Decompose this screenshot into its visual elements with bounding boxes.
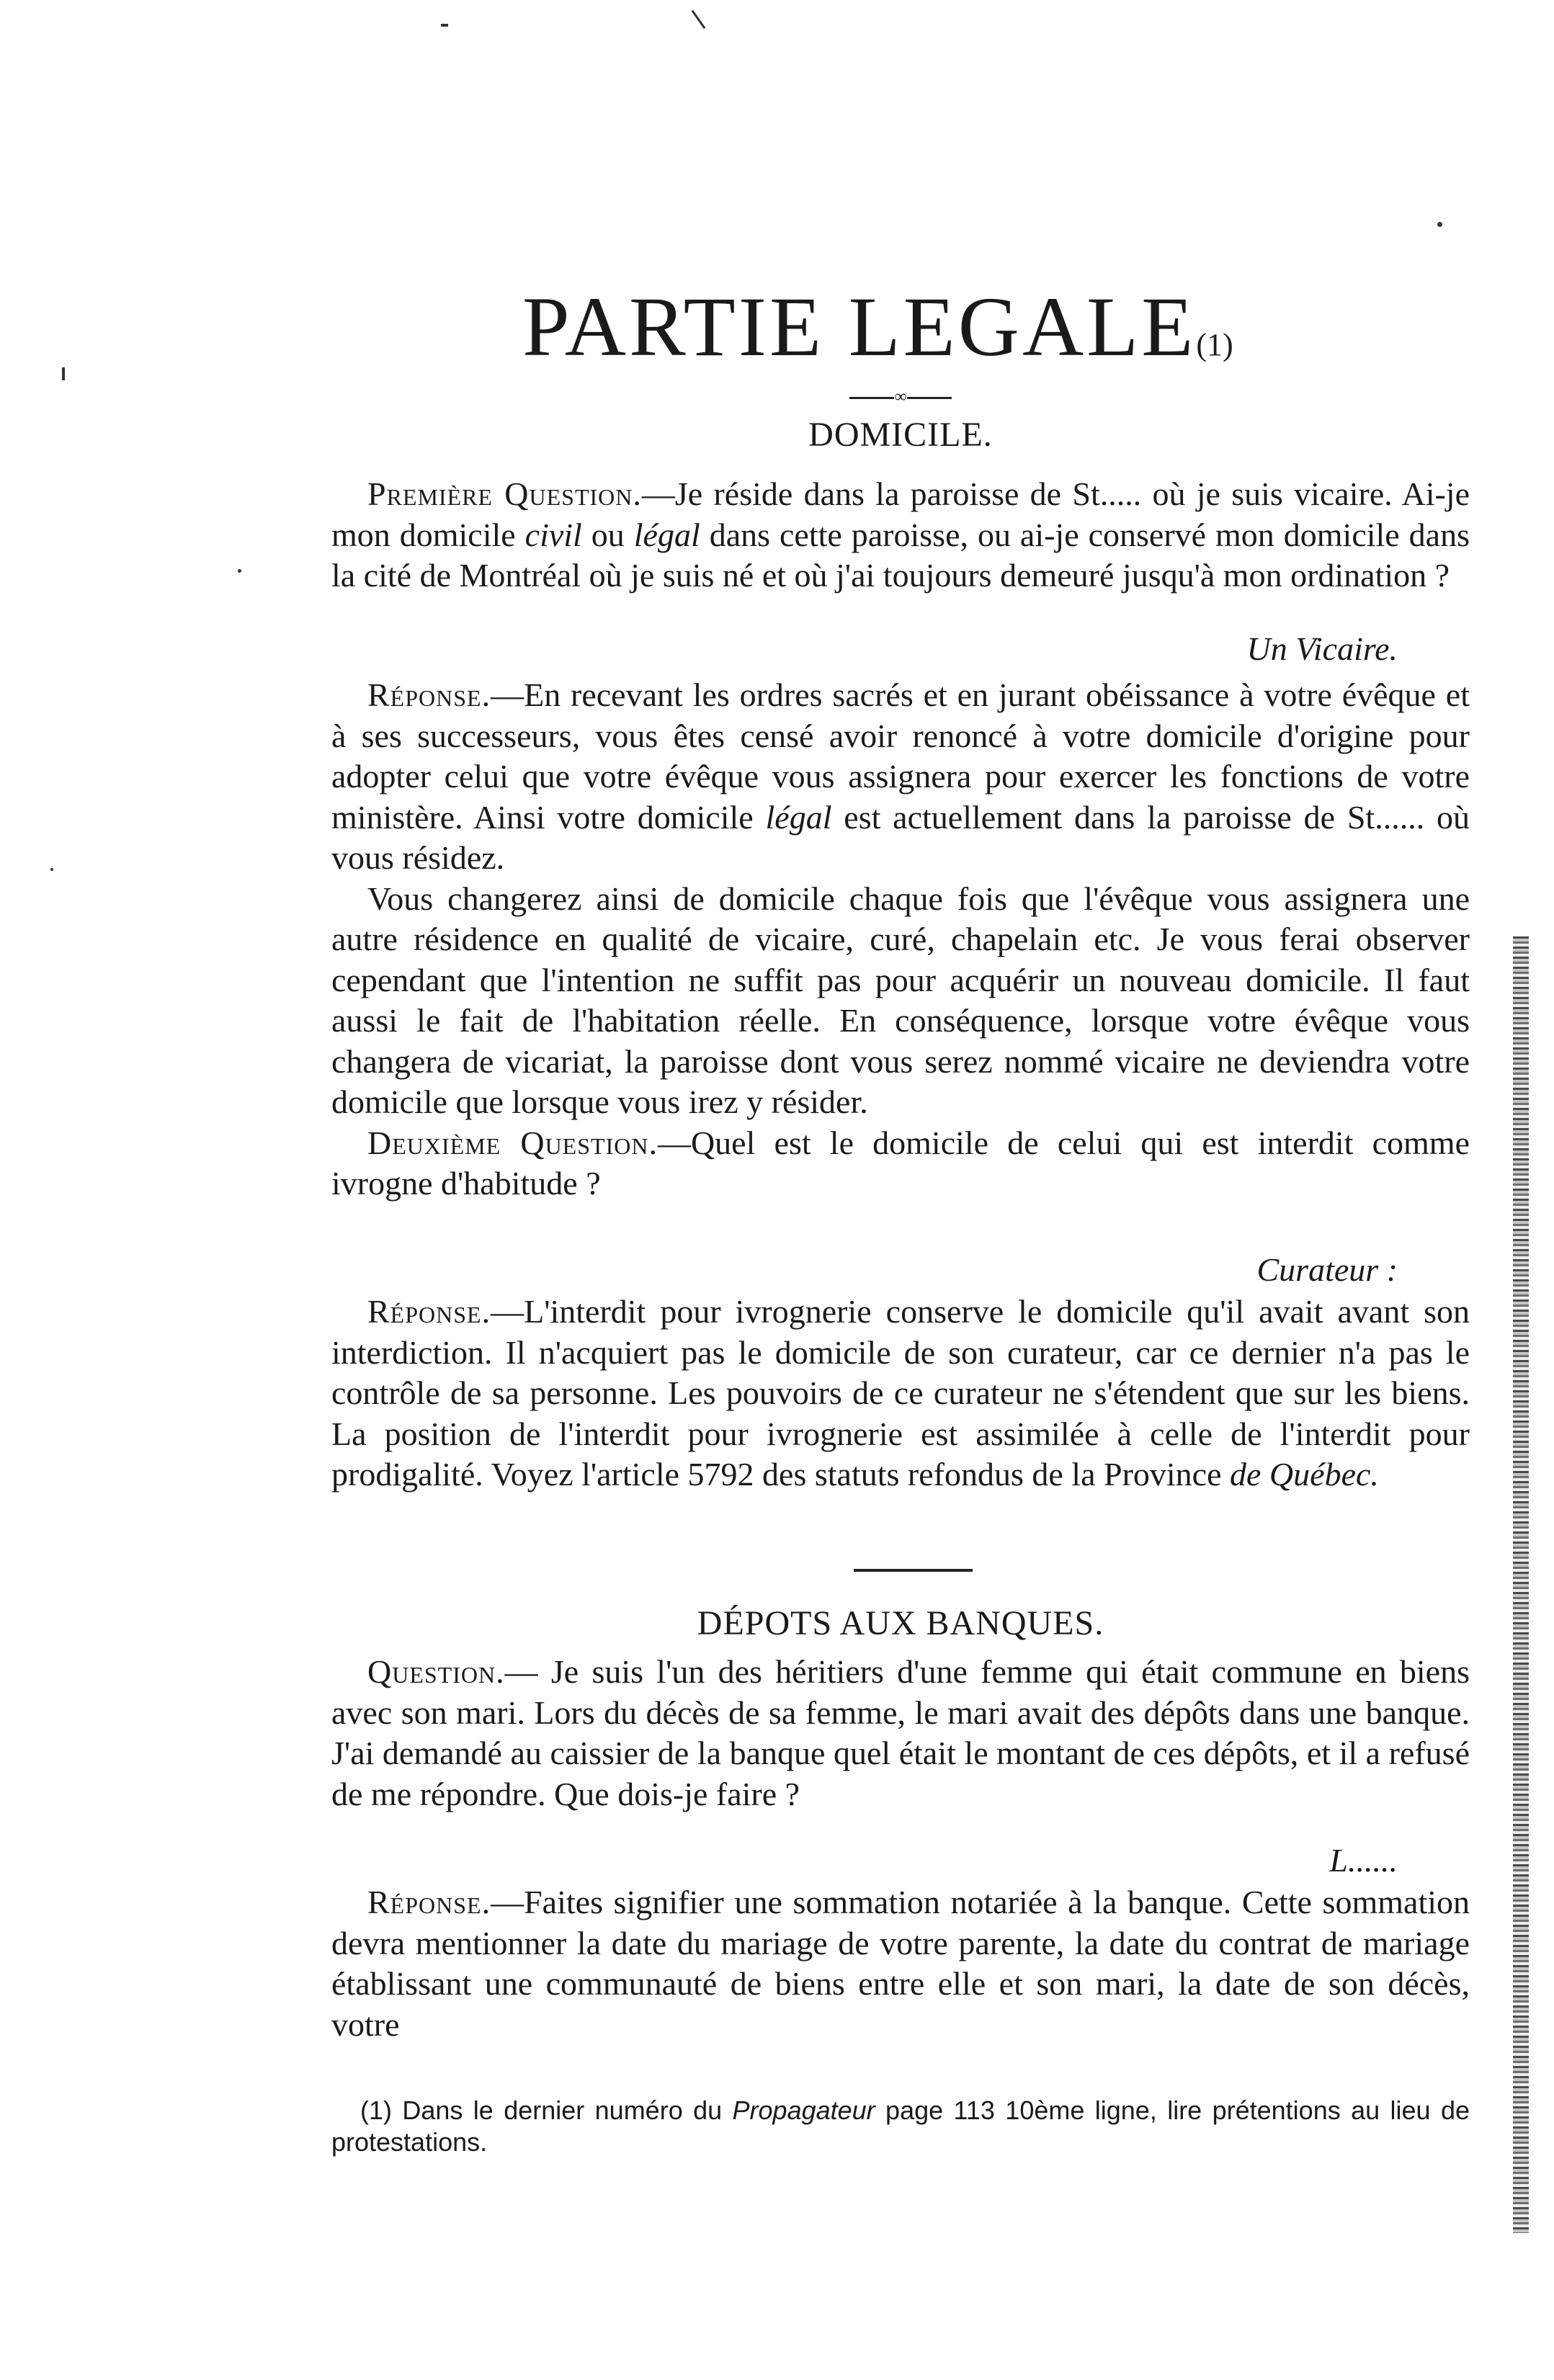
- scan-edge-strip: [1513, 936, 1529, 2233]
- footnote-text-1: (1) Dans le dernier numéro du: [360, 2095, 733, 2125]
- scan-speck: [441, 24, 448, 27]
- section-heading-depots: DÉPOTS AUX BANQUES.: [697, 1604, 1104, 1642]
- depots-question-paragraph: [331, 1652, 1470, 1815]
- response-1-text-2: est actuellement dans la paroisse de St...... où vous résidez.: [331, 798, 1470, 876]
- question-2-label: Deuxième Question.: [367, 1124, 658, 1161]
- response-2-quebec: de Québec.: [1230, 1456, 1379, 1493]
- response-2-label: Réponse.: [367, 1293, 491, 1330]
- title-main: PARTIE LEGALE: [522, 279, 1197, 374]
- depots-response-label: Réponse.: [367, 1884, 491, 1920]
- response-2-paragraph: [331, 1292, 1470, 1495]
- section-heading-domicile: DOMICILE.: [808, 416, 993, 454]
- scan-speck: [50, 868, 53, 871]
- depots-response: [331, 1882, 1470, 2045]
- ornament-glyph: ∞: [894, 388, 907, 406]
- response-1-paragraph-2: Vous changerez ainsi de domicile chaque fois que l'évêque vous assignera une autre résidence en qualité de vicaire, curé, chapelain etc. Je vous ferai observer cependant que l'intention ne suffit pas pour acquérir un nouveau domicile. Il faut aussi le fait de l'habitation réelle. En conséquence, lorsque votre évêque vous changera de vicariat, la paroisse dont vous serez nommé vicaire ne deviendra votre domicile que lorsque vous irez y résider.: [331, 880, 1470, 1120]
- scan-speck: [238, 569, 241, 573]
- depots-question: [331, 1652, 1470, 1815]
- response-1-text: —En recevant les ordres sacrés et en jurant obéissance à votre évêque et à ses successeurs, vous êtes censé avoir renoncé à votre domicile d'origine pour adopter celui que votre évêque vous assignera pour exercer les fonctions de votre ministère. Ainsi votre domicile: [331, 676, 1470, 836]
- footnote-text-2: page 113 10ème ligne, lire prétentions au lieu de protestations.: [331, 2095, 1470, 2157]
- response-2-text: —L'interdit pour ivrognerie conserve le domicile qu'il avait avant son interdiction. Il n'acquiert pas le domicile de son curateur, car ce dernier n'a pas le contrôle de sa personne. Les pouvoirs de ce curateur ne s'étendent que sur les biens. La position de l'interdit pour ivrognerie est assimilée à celle de l'interdit pour prodigalité. Voyez l'article 5792 des statuts refondus de la Province: [331, 1293, 1470, 1493]
- section-divider: [854, 1569, 973, 1572]
- depots-question-label: Question.: [367, 1653, 505, 1690]
- scan-speck: [62, 367, 65, 380]
- question-1-label: Première Question.: [367, 475, 642, 512]
- response-1-legal: légal: [765, 798, 832, 836]
- scan-speck: [692, 10, 706, 29]
- title-footnote-ref: (1): [1196, 327, 1233, 362]
- depots-question-signature: L......: [1329, 1842, 1398, 1879]
- question-1-text-2: dans cette paroisse, ou ai-je conservé mon domicile dans la cité de Montréal où je suis né et où j'ai toujours demeuré jusqu'à mon ordination ?: [331, 516, 1470, 594]
- footnote: [331, 2095, 1470, 2158]
- domicile-response-1: [331, 675, 1470, 1204]
- domicile-response-2: [331, 1292, 1470, 1495]
- response-1-paragraph: [331, 675, 1470, 879]
- depots-response-paragraph: [331, 1882, 1470, 2045]
- question-1-text: —Je réside dans la paroisse de St..... où je suis vicaire. Ai-je mon domicile: [331, 475, 1470, 553]
- title-ornament: [331, 388, 1470, 407]
- footnote-italic: Propagateur: [732, 2095, 875, 2125]
- question-1-civil: civil: [524, 516, 582, 553]
- question-1-ou: ou: [581, 516, 634, 553]
- ornament-line-left: [849, 397, 894, 399]
- depots-question-text: — Je suis l'un des héritiers d'une femme qui était commune en biens avec son mari. Lors du décès de sa femme, le mari avait des dépôts dans une banque. J'ai demandé au caissier de la banque quel était le montant de ces dépôts, et il a refusé de me répondre. Que dois-je faire ?: [331, 1653, 1470, 1812]
- question-1-paragraph: [331, 474, 1470, 596]
- domicile-question-1: [331, 474, 1470, 596]
- question-2-paragraph: [331, 1123, 1470, 1204]
- footnote-paragraph: [331, 2095, 1470, 2158]
- depots-response-text: —Faites signifier une sommation notariée à la banque. Cette sommation devra mentionner la date du mariage de votre parente, la date du contrat de mariage établissant une communauté de biens entre elle et son mari, la date de son décès, votre: [331, 1884, 1470, 2043]
- question-1-signature: Un Vicaire.: [1246, 630, 1398, 667]
- response-1-label: Réponse.: [367, 676, 491, 713]
- question-1-legal: légal: [633, 516, 700, 553]
- page-title: [522, 279, 1459, 374]
- question-2-text: —Quel est le domicile de celui qui est interdit comme ivrogne d'habitude ?: [331, 1124, 1470, 1202]
- scan-speck: [1437, 222, 1442, 227]
- question-2-signature: Curateur :: [1256, 1251, 1398, 1288]
- ornament-line-right: [907, 397, 952, 399]
